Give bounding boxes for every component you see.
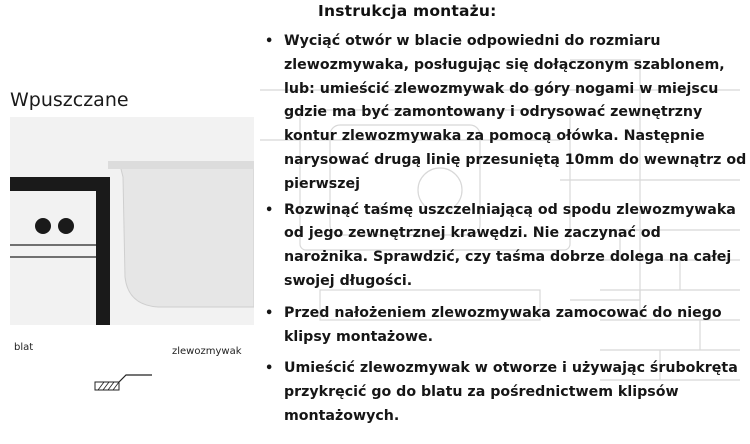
countertop-section-symbol (94, 372, 154, 392)
instruction-list (262, 30, 748, 429)
undermount-diagram (10, 117, 254, 325)
instruction-text: Wyciąć otwór w blacie odpowiedni do rozmiaru zlewozmywaka, posługując się dołączonym szablonem, lub: umieścić zlewozmywak do góry nogami w miejscu gdzie ma być zamontowany i odrysować zewnętrzny kontur zlewozmywaka za pomocą ołówka. Następnie narysować drugą linię przesuniętą 10mm do wewnątrz od pierwszej (284, 33, 747, 192)
countertop-top (10, 177, 108, 191)
instruction-text: Rozwinąć taśmę uszczelniającą od spodu zlewozmywaka od jego zewnętrznej krawędzi. Nie zaczynać od narożnika. Sprawdzić, czy taśma dobrze dolega na całej swojej długości. (284, 201, 736, 289)
instruction-step (262, 302, 748, 350)
countertop-side (96, 177, 110, 325)
countertop-label: blat (14, 342, 34, 353)
mount-type-label: Wpuszczane (10, 89, 129, 111)
sink-label: zlewozmywak (172, 346, 242, 357)
instruction-step (262, 30, 748, 197)
bullet-icon: • (265, 361, 274, 377)
instruction-step (262, 199, 748, 294)
clip-dot-left (35, 218, 51, 234)
bullet-icon: • (265, 34, 274, 49)
instructions-title: Instrukcja montażu: (318, 2, 497, 20)
instruction-step (262, 357, 748, 428)
bullet-icon: • (265, 202, 274, 218)
instruction-text: Umieścić zlewozmywak w otworze i używając śrubokręta przykręcić go do blatu za pośrednictwem klipsów montażowych. (284, 360, 738, 424)
clip-dot-right (58, 218, 74, 234)
instruction-text: Przed nałożeniem zlewozmywaka zamocować do niego klipsy montażowe. (284, 304, 722, 345)
bullet-icon: • (265, 305, 274, 321)
